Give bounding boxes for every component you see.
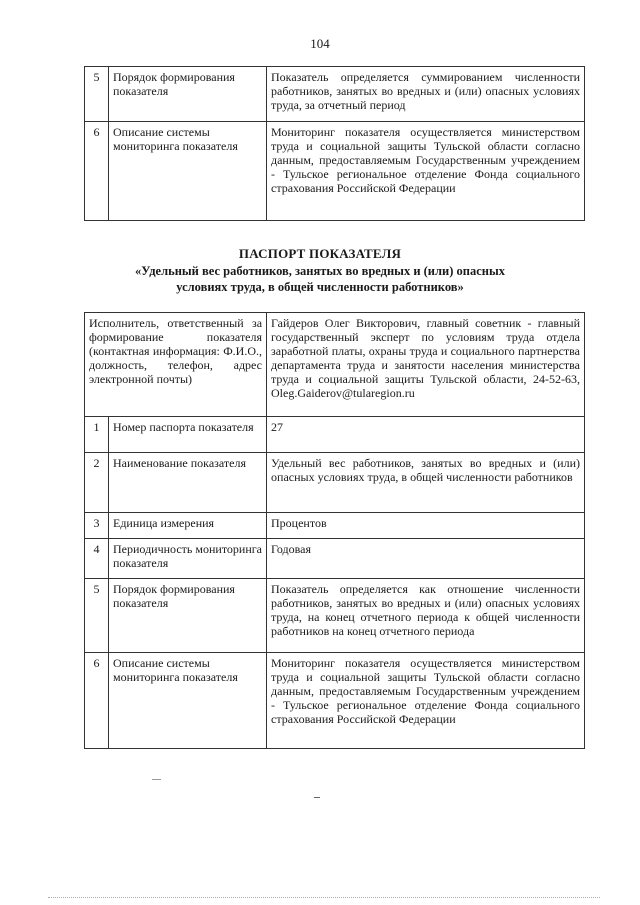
- passport-subtitle-line-1: «Удельный вес работников, занятых во вредных и (или) опасных: [135, 264, 505, 278]
- table-row: [85, 579, 585, 653]
- row-label: Описание системы мониторинга показателя: [109, 122, 267, 221]
- row-value: Мониторинг показателя осуществляется министерством труда и социальной защиты Тульской области согласно данным, предоставляемым Государственным учреждением - Тульское региональное отделение Фонда социального страхования Российской Федерации: [267, 122, 585, 221]
- executor-row: [85, 313, 585, 417]
- row-label: Порядок формирования показателя: [109, 579, 267, 653]
- row-number: 4: [85, 539, 109, 579]
- table-row: [85, 67, 585, 122]
- row-number: 6: [85, 122, 109, 221]
- row-number: 1: [85, 417, 109, 453]
- row-value: Удельный вес работников, занятых во вредных и (или) опасных условиях труда, в общей численности работников: [267, 453, 585, 513]
- row-value: Показатель определяется суммированием численности работников, занятых во вредных и (или) опасных условиях труда, за отчетный период: [267, 67, 585, 122]
- executor-label: Исполнитель, ответственный за формирование показателя (контактная информация: Ф.И.О., должность, телефон, адрес электронной почты): [85, 313, 267, 417]
- row-number: 2: [85, 453, 109, 513]
- scan-mark: [152, 779, 161, 780]
- passport-subtitle: [0, 263, 640, 295]
- table-row: [85, 417, 585, 453]
- row-label: Порядок формирования показателя: [109, 67, 267, 122]
- table-row: [85, 453, 585, 513]
- executor-value: Гайдеров Олег Викторович, главный советник - главный государственный эксперт по условиям труда отдела заработной платы, охраны труда и социального партнерства департамента труда и занятости населения министерства труда и социальной защиты Тульской области, 24-52-63, Oleg.Gaiderov@tularegion.ru: [267, 313, 585, 417]
- scan-dash: [314, 797, 320, 798]
- row-label: Описание системы мониторинга показателя: [109, 653, 267, 749]
- row-value: Процентов: [267, 513, 585, 539]
- scan-bottom-edge: [48, 897, 600, 899]
- row-number: 5: [85, 67, 109, 122]
- row-label: Периодичность мониторинга показателя: [109, 539, 267, 579]
- row-value: 27: [267, 417, 585, 453]
- row-number: 6: [85, 653, 109, 749]
- table-row: [85, 513, 585, 539]
- table-row: [85, 539, 585, 579]
- table-row: [85, 122, 585, 221]
- row-label: Наименование показателя: [109, 453, 267, 513]
- passport-table: [84, 312, 585, 749]
- row-number: 5: [85, 579, 109, 653]
- row-label: Единица измерения: [109, 513, 267, 539]
- row-value: Показатель определяется как отношение численности работников, занятых во вредных и (или) опасных условиях труда, на конец отчетного периода к общей численности работников на конец отчетного периода: [267, 579, 585, 653]
- row-value: Мониторинг показателя осуществляется министерством труда и социальной защиты Тульской области согласно данным, предоставляемым Государственным учреждением - Тульское региональное отделение Фонда социального страхования Российской Федерации: [267, 653, 585, 749]
- row-number: 3: [85, 513, 109, 539]
- row-value: Годовая: [267, 539, 585, 579]
- page-number: 104: [310, 36, 330, 51]
- top-table: [84, 66, 585, 221]
- passport-title: ПАСПОРТ ПОКАЗАТЕЛЯ: [238, 246, 402, 261]
- passport-subtitle-line-2: условиях труда, в общей численности работников»: [176, 280, 464, 294]
- row-label: Номер паспорта показателя: [109, 417, 267, 453]
- table-row: [85, 653, 585, 749]
